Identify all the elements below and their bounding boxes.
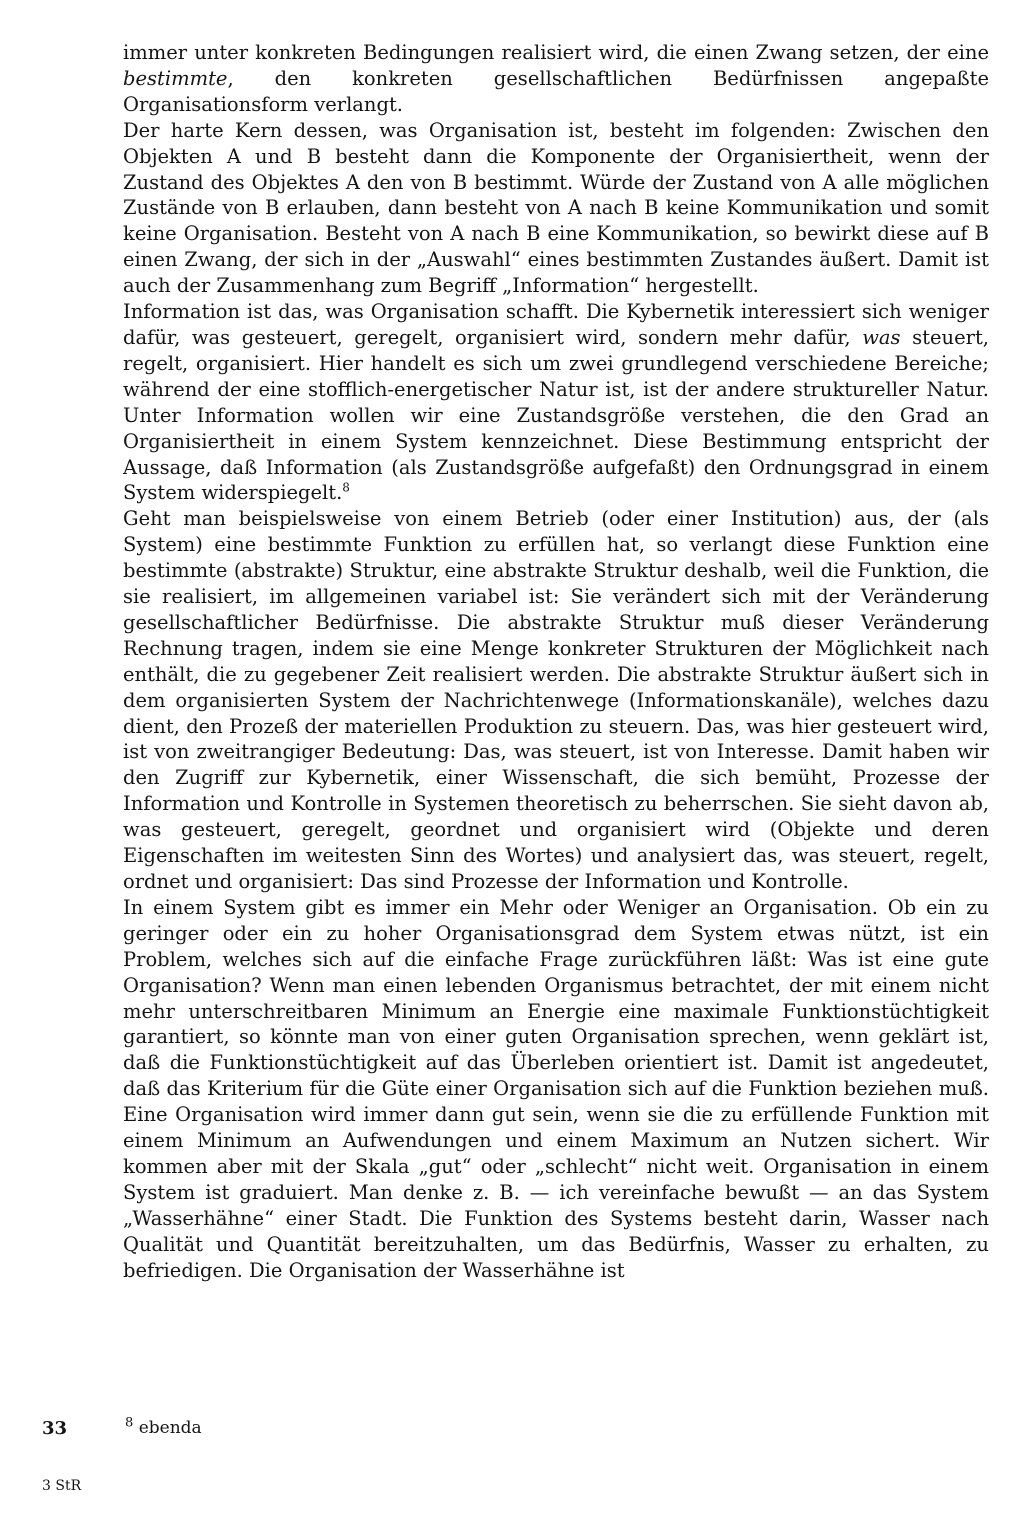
paragraph-text: Der harte Kern dessen, was Organisation ist, besteht im folgenden: Zwischen den Objekten A und B besteht dann die Komponente der Organisiertheit, wenn der Zustand des Objektes A den von B bestimmt. Würde der Zustand von A alle möglichen Zustände von B erlauben, dann besteht von A nach B keine Kommunikation und somit keine Organisation. Besteht von A nach B eine Kommunikation, so bewirkt diese auf B einen Zwang, der sich in der „Auswahl“ eines bestimmten Zustandes äußert. Damit ist auch der Zusammenhang zum Begriff „Information“ hergestellt. (123, 118, 989, 298)
paragraph (123, 895, 989, 1284)
emphasis-text: bestimmte (123, 66, 228, 90)
paragraph (123, 40, 989, 118)
paragraph (123, 299, 989, 506)
paragraph-text: Geht man beispielsweise von einem Betrieb (oder einer Institution) aus, der (als System) eine bestimmte Funktion zu erfüllen hat, so verlangt diese Funktion eine bestimmte (abstrakte) Struktur, eine abstrakte Struktur deshalb, weil die Funktion, die sie realisiert, im allgemeinen variabel ist: Sie verändert sich mit der Veränderung gesellschaftlicher Bedürfnisse. Die abstrakte Struktur muß dieser Veränderung Rechnung tragen, indem sie eine Menge konkreter Strukturen der Möglichkeit nach enthält, die zu gegebener Zeit realisiert werden. Die abstrakte Struktur äußert sich in dem organisierten System der Nachrichtenwege (Informationskanäle), welches dazu dient, den Prozeß der materiellen Produktion zu steuern. Das, was hier gesteuert wird, ist von zweitrangiger Bedeutung: Das, was steuert, ist von Interesse. Damit haben wir den Zugriff zur Kybernetik, einer Wissenschaft, die sich bemüht, Prozesse der Information und Kontrolle in Systemen theoretisch zu beherrschen. Sie sieht davon ab, was gesteuert, geregelt, geordnet und organisiert wird (Objekte und deren Eigenschaften im weitesten Sinn des Wortes) und analysiert das, was steuert, regelt, ordnet und organisiert: Das sind Prozesse der Information und Kontrolle. (123, 507, 989, 893)
paragraph (123, 506, 989, 895)
footnote-mark: 8 (125, 1415, 134, 1431)
signature-mark: 3 StR (42, 1478, 82, 1494)
page-number: 33 (42, 1418, 68, 1439)
footnote-ref: 8 (342, 480, 350, 495)
emphasis-text: was (862, 325, 901, 349)
footnote-text: ebenda (138, 1418, 202, 1438)
paragraph (123, 118, 989, 299)
page-body (123, 40, 989, 1284)
paragraph-text: , den konkreten gesellschaftlichen Bedürfnissen angepaßte Organisationsform verlangt. (123, 66, 989, 116)
paragraph-text: In einem System gibt es immer ein Mehr oder Weniger an Organisation. Ob ein zu geringer oder ein zu hoher Organisationsgrad dem System etwas nützt, ist ein Problem, welches sich auf die einfache Frage zurückführen läßt: Was ist eine gute Organisation? Wenn man einen lebenden Organismus betrachtet, der mit einem nicht mehr unterschreitbaren Minimum an Energie eine maximale Funktionstüchtigkeit garantiert, so könnte man von einer guten Organisation sprechen, wenn geklärt ist, daß die Funktionstüchtigkeit auf das Überleben orientiert ist. Damit ist angedeutet, daß das Kriterium für die Güte einer Organisation sich auf die Funktion beziehen muß. Eine Organisation wird immer dann gut sein, wenn sie die zu erfüllende Funktion mit einem Minimum an Aufwendungen und einem Maximum an Nutzen sichert. Wir kommen aber mit der Skala „gut“ oder „schlecht“ nicht weit. Organisation in einem System ist graduiert. Man denke z. B. — ich vereinfache bewußt — an das System „Wasserhähne“ einer Stadt. Die Funktion des Systems besteht darin, Wasser nach Qualität und Quantität bereitzuhalten, um das Bedürfnis, Wasser zu erhalten, zu befriedigen. Die Organisation der Wasserhähne ist (123, 895, 989, 1282)
paragraph-text: immer unter konkreten Bedingungen realisiert wird, die einen Zwang setzen, der eine (123, 41, 989, 64)
paragraph-text: steuert, regelt, organisiert. Hier handelt es sich um zwei grundlegend verschiedene Bereiche; während der eine stofflich-energetischer Natur ist, ist der andere struktureller Natur. Unter Information wollen wir eine Zustandsgröße verstehen, die den Grad an Organisiertheit in einem System kennzeichnet. Diese Bestimmung entspricht der Aussage, daß Information (als Zustandsgröße aufgefaßt) den Ordnungsgrad in einem System widerspiegelt. (123, 325, 989, 505)
paragraph-text: Information ist das, was Organisation schafft. Die Kybernetik interessiert sich weniger dafür, was gesteuert, geregelt, organisiert wird, sondern mehr dafür, (123, 300, 989, 349)
footnote (125, 1415, 202, 1438)
